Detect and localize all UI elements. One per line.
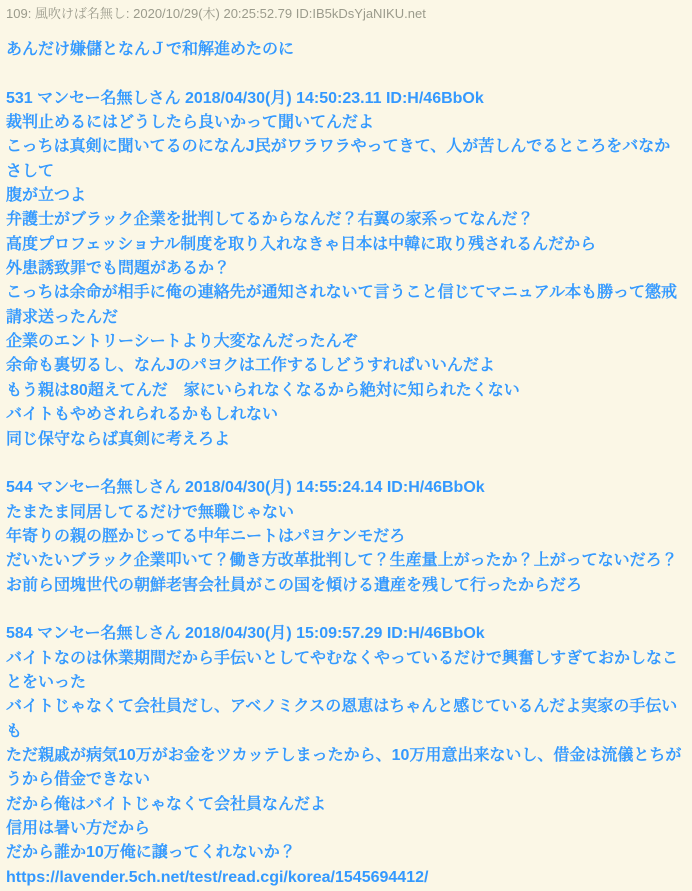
quoted-post-line: たまたま同居してるだけで無職じゃない [6, 503, 295, 521]
quoted-post-line: バイトじゃなくて会社員だし、アベノミクスの恩恵はちゃんと感じているんだよ実家の手伝いも [6, 698, 678, 740]
quoted-post-line: こっちは余命が相手に俺の連絡先が通知されないて言うこと信じてマニュアル本も勝って懲戒請求送ったんだ [6, 284, 678, 326]
quoted-post [6, 622, 686, 890]
quoted-post-line: バイトなのは休業期間だから手伝いとしてやむなくやっているだけで興奮しすぎておかしなことをいった [6, 649, 679, 691]
quoted-post-header: 531 マンセー名無しさん 2018/04/30(月) 14:50:23.11 ID:H/46BbOk [6, 89, 484, 107]
quoted-post-header: 544 マンセー名無しさん 2018/04/30(月) 14:55:24.14 ID:H/46BbOk [6, 479, 485, 497]
blank-line [6, 62, 686, 86]
quoted-post-line: 企業のエントリーシートより大変なんだったんぞ [6, 333, 358, 351]
quoted-post [6, 476, 686, 598]
quoted-post-line: 弁護士がブラック企業を批判してるからなんだ？右翼の家系ってなんだ？ [6, 211, 534, 229]
quoted-post [6, 87, 686, 452]
quoted-post-line: こっちは真剣に聞いてるのになんJ民がワラワラやってきて、人が苦しんでるところをバなかさして [6, 138, 671, 180]
quoted-post-line: 余命も裏切るし、なんJのパヨクは工作するしどうすればいいんだよ [6, 357, 495, 375]
thread-link[interactable]: https://lavender.5ch.net/test/read.cgi/korea/1545694412/ [6, 868, 429, 886]
quoted-post-line: 腹が立つよ [6, 187, 87, 205]
quoted-post-line: 高度プロフェッショナル制度を取り入れなきゃ日本は中韓に取り残されるんだから [6, 235, 597, 253]
quoted-posts [6, 87, 686, 890]
quoted-post-line: 信用は暑い方だから [6, 820, 151, 837]
blank-line [6, 598, 686, 622]
quoted-post-line: だから俺はバイトじゃなくて会社員なんだよ [6, 795, 327, 813]
quoted-post-line: 裁判止めるにはどうしたら良いかって聞いてんだよ [6, 114, 375, 132]
quoting-post-body [6, 38, 686, 890]
quoted-post-line: 年寄りの親の脛かじってる中年ニートはパヨケンモだろ [6, 527, 406, 545]
quoted-post-line: だいたいブラック企業叩いて？働き方改革批判して？生産量上がったか？上がってないだろ？ [6, 552, 678, 570]
blank-line [6, 452, 686, 476]
quoted-post-line: バイトもやめされられるかもしれない [6, 406, 279, 424]
quoted-post-line: お前ら団塊世代の朝鮮老害会社員がこの国を傾ける遺産を残して行ったからだろ [6, 576, 583, 594]
quoted-post-header: 584 マンセー名無しさん 2018/04/30(月) 15:09:57.29 ID:H/46BbOk [6, 625, 485, 643]
quoting-post-header: 109: 風吹けば名無し: 2020/10/29(木) 20:25:52.79 ID:IB5kDsYjaNIKU.net [6, 6, 426, 21]
quoted-post-line: 同じ保守ならば真剣に考えろよ [6, 430, 231, 448]
quoted-post-line: もう親は80超えてんだ 家にいられなくなるから絶対に知られたくない [6, 381, 520, 399]
quoted-post-line: だから誰か10万俺に譲ってくれないか？ [6, 844, 296, 862]
quoted-post-line: ただ親戚が病気10万がお金をツカッテしまったから、10万用意出来ないし、借金は流儀とちがうから借金できない [6, 746, 682, 789]
quoted-post-line: 外患誘致罪でも問題があるか？ [6, 260, 231, 278]
comment-line: あんだけ嫌儲となんＪで和解進めたのに [6, 41, 295, 58]
